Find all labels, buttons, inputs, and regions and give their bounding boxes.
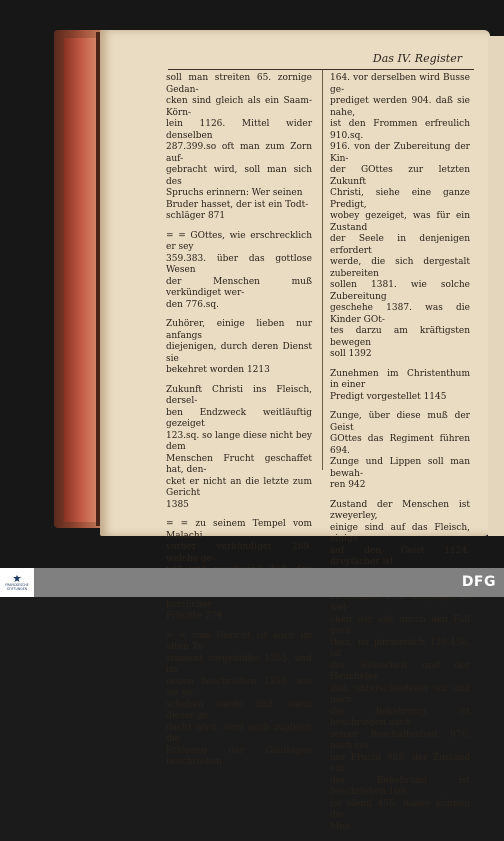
running-header: Das IV. Register [372, 52, 462, 65]
index-entry: = = zu seinem Tempel vom Malachi vorher verkündiget 269. welche ge- herrlicher Früchte 274 [166, 519, 312, 621]
left-column [166, 73, 312, 777]
dfg-logo[interactable]: DFG [461, 574, 496, 590]
viewer-footer-bar [0, 568, 504, 597]
logo-line: STIFTUNGEN [6, 586, 28, 591]
column-divider [322, 70, 323, 470]
index-entry: Zunge, über diese muß der Geist GOttes das Regiment führen 694. Zunge und Lippen soll man bewah- ren 942 [330, 411, 470, 490]
page-edge [488, 36, 504, 536]
index-entry: soll man streiten 65. zornige Gedan- cken sind gleich als ein Saam-Körn- lein 1126. Mittel wider denselben 287.399.so oft man zum Zorn auf- gebracht wird, soll man sich des Spruchs erinnern: Wer seinen Bruder hasset, der ist ein Todt- schläger 871 [166, 73, 312, 221]
index-entry: Zustand der Menschen ist zweyerley, einige sind auf das Fleisch, einige auf den Geist 1124. dreyfacher ist wel- chen wir alle durch den Fall gera- then, ist jämmerlich 129.456. ist der Sicherheit und der Heucheley ibid. unterschiedener vor und nach der Bekehrung, ist beschrieben nach seiner Beschaffenheit 976. nach sei- ner Frucht 985. der Zustand vor der Bekehrung ist beschrieben 109. ist elend 456. dabey können die Men- [330, 499, 470, 832]
book-spine [64, 38, 98, 522]
right-column [330, 73, 470, 841]
index-entry: Zukunft Christi ins Fleisch, dersel- ben Endzweck weitläuftig gezeiget 123.sq. so lange diese nicht bey dem Menschen Frucht geschaffet hat, den- cket er nicht an die letzte zum Gericht 1385 [166, 384, 312, 510]
index-entry: = = GOttes, wie erschrecklich er sey 359.383. über das gottlose Wesen der Menschen muß verkündiget wer- den 776.sq. [166, 230, 312, 310]
logo-line: FRANCKESCHE [5, 582, 29, 587]
index-entry: Zuhörer, einige lieben nur anfangs diejenigen, durch deren Dienst sie bekehret worden 1213 [166, 319, 312, 375]
index-entry: 164. vor derselben wird Busse ge- prediget werden 904. daß sie nahe, ist den Frommen erfreulich 910.sq. 916. von der Zubereitung der Kin- der GOttes zur letzten Zukunft Christi, siehe eine ganze Predigt, wobey gezeiget, was für ein Zustand der Seele in denjenigen erfordert werde, die sich dergestalt zubereiten sollen 1381. wie solche Zubereitung geschehe 1387. was die Kinder GOt- tes darzu am kräftigsten bewegen soll 1392 [330, 73, 470, 359]
institution-logo[interactable] [0, 568, 34, 597]
index-entry: Zunehmen im Christenthum in einer Predigt vorgestellet 1145 [330, 368, 470, 402]
index-entry: = = zum Gericht ist auch im alten Te- stament vorgebildet 1355. und im neuen beschrieben 1356. wie sie ge- schehen werde ibid. wenn dieser ge- dacht wird, wird auch zugleich die Erlösung der Gläubigen beschrieben [166, 630, 312, 767]
header-rule [168, 69, 474, 70]
